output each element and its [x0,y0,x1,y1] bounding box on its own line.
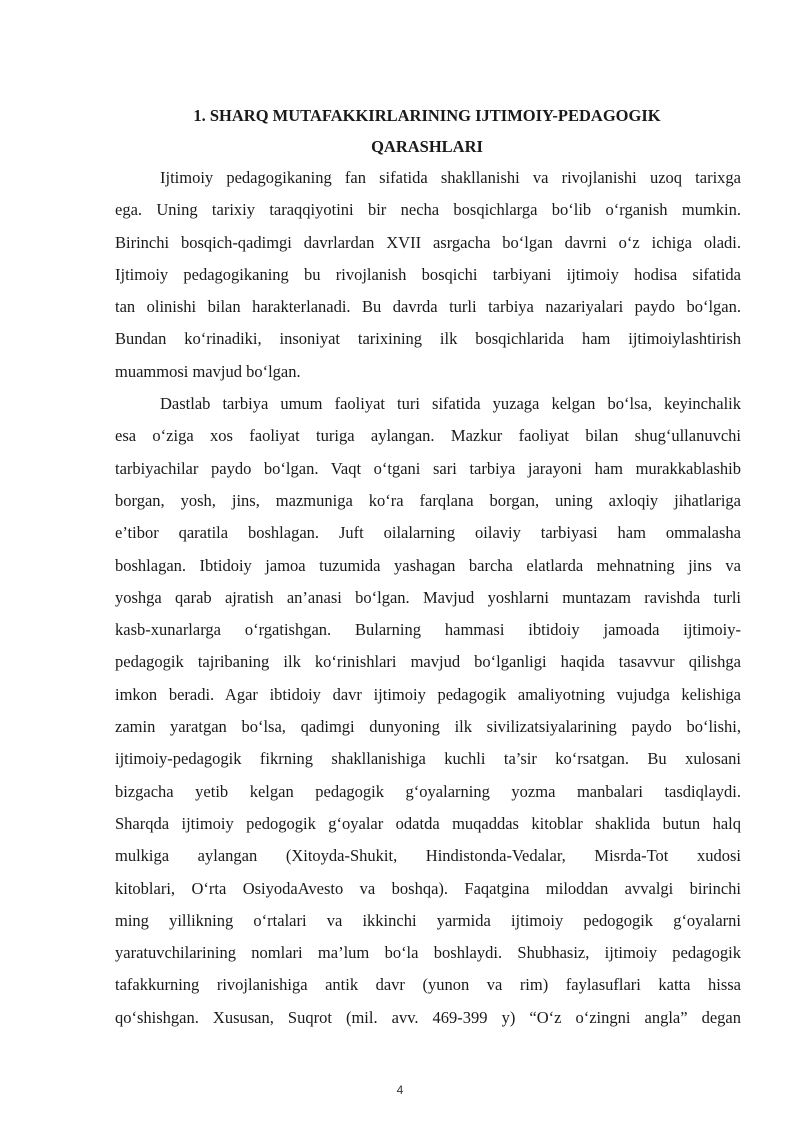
paragraph-line: e’tibor qaratila boshlagan. Juft oilalarning oilaviy tarbiyasi ham ommalasha [115,523,741,543]
paragraph-line: Birinchi bosqich-qadimgi davrlardan XVII asrgacha bo‘lgan davrni o‘z ichiga oladi. [115,232,741,252]
paragraph-line: bizgacha yetib kelgan pedagogik g‘oyalarning yozma manbalari tasdiqlaydi. [115,781,741,801]
paragraph-line: tan olinishi bilan harakterlanadi. Bu davrda turli tarbiya nazariyalari paydo bo‘lgan. [115,297,741,317]
paragraph-line: borgan, yosh, jins, mazmuniga ko‘ra farqlana borgan, uning axloqiy jihatlariga [115,490,741,510]
paragraph-line: imkon beradi. Agar ibtidoiy davr ijtimoiy pedagogik amaliyotning vujudga kelishiga [115,684,741,704]
paragraph-line: Ijtimoiy pedagogikaning bu rivojlanish bosqichi tarbiyani ijtimoiy hodisa sifatida [115,264,741,284]
paragraph-line: Sharqda ijtimoiy pedogogik g‘oyalar odatda muqaddas kitoblar shaklida butun halq [115,813,741,833]
section-heading-line-2: QARASHLARI [371,137,483,156]
page-number: 4 [396,1083,404,1097]
section-heading-line-1: 1. SHARQ MUTAFAKKIRLARINING IJTIMOIY-PEDAGOGIK [193,106,661,125]
paragraph-line: yaratuvchilarining nomlari ma’lum bo‘la boshlaydi. Shubhasiz, ijtimoiy pedagogik [115,943,741,963]
paragraph-line: Bundan ko‘rinadiki, insoniyat tarixining ilk bosqichlarida ham ijtimoiylashtirish [115,329,741,349]
paragraph-line: mulkiga aylangan (Xitoyda-Shukit, Hindistonda-Vedalar, Misrda-Tot xudosi [115,846,741,866]
paragraph-line: Dastlab tarbiya umum faoliyat turi sifatida yuzaga kelgan bo‘lsa, keyinchalik [160,394,741,414]
paragraph-line: ijtimoiy-pedagogik fikrning shakllanishiga kuchli ta’sir ko‘rsatgan. Bu xulosani [115,749,741,769]
paragraph-line: muammosi mavjud bo‘lgan. [115,361,301,381]
body-text [115,162,741,1034]
paragraph-line: zamin yaratgan bo‘lsa, qadimgi dunyoning ilk sivilizatsiyalarining paydo bo‘lishi, [115,717,741,737]
paragraph-line: tafakkurning rivojlanishiga antik davr (yunon va rim) faylasuflari katta hissa [115,975,741,995]
paragraph-line: yoshga qarab ajratish an’anasi bo‘lgan. Mavjud yoshlarni muntazam ravishda turli [115,587,741,607]
paragraph-line: pedagogik tajribaning ilk ko‘rinishlari mavjud bo‘lganligi haqida tasavvur qilishga [115,652,741,672]
paragraph-line: boshlagan. Ibtidoiy jamoa tuzumida yashagan barcha elatlarda mehnatning jins va [115,555,741,575]
paragraph-line: kitoblari, O‘rta OsiyodaAvesto va boshqa). Faqatgina miloddan avvalgi birinchi [115,878,741,898]
paragraph-line: qo‘shishgan. Xususan, Suqrot (mil. avv. 469-399 y) “O‘z o‘zingni angla” degan [115,1007,741,1027]
paragraph-line: tarbiyachilar paydo bo‘lgan. Vaqt o‘tgani sari tarbiya jarayoni ham murakkablashib [115,458,741,478]
paragraph-line: Ijtimoiy pedagogikaning fan sifatida shakllanishi va rivojlanishi uzoq tarixga [160,168,741,187]
paragraph-1 [115,162,741,388]
paragraph-line: kasb-xunarlarga o‘rgatishgan. Bularning hammasi ibtidoiy jamoada ijtimoiy- [115,620,741,640]
paragraph-line: ega. Uning tarixiy taraqqiyotini bir necha bosqichlarga bo‘lib o‘rganish mumkin. [115,200,741,220]
paragraph-line: esa o‘ziga xos faoliyat turiga aylangan. Mazkur faoliyat bilan shug‘ullanuvchi [115,426,741,446]
paragraph-line: ming yillikning o‘rtalari va ikkinchi yarmida ijtimoiy pedogogik g‘oyalarni [115,910,741,930]
paragraph-2 [115,388,741,1034]
